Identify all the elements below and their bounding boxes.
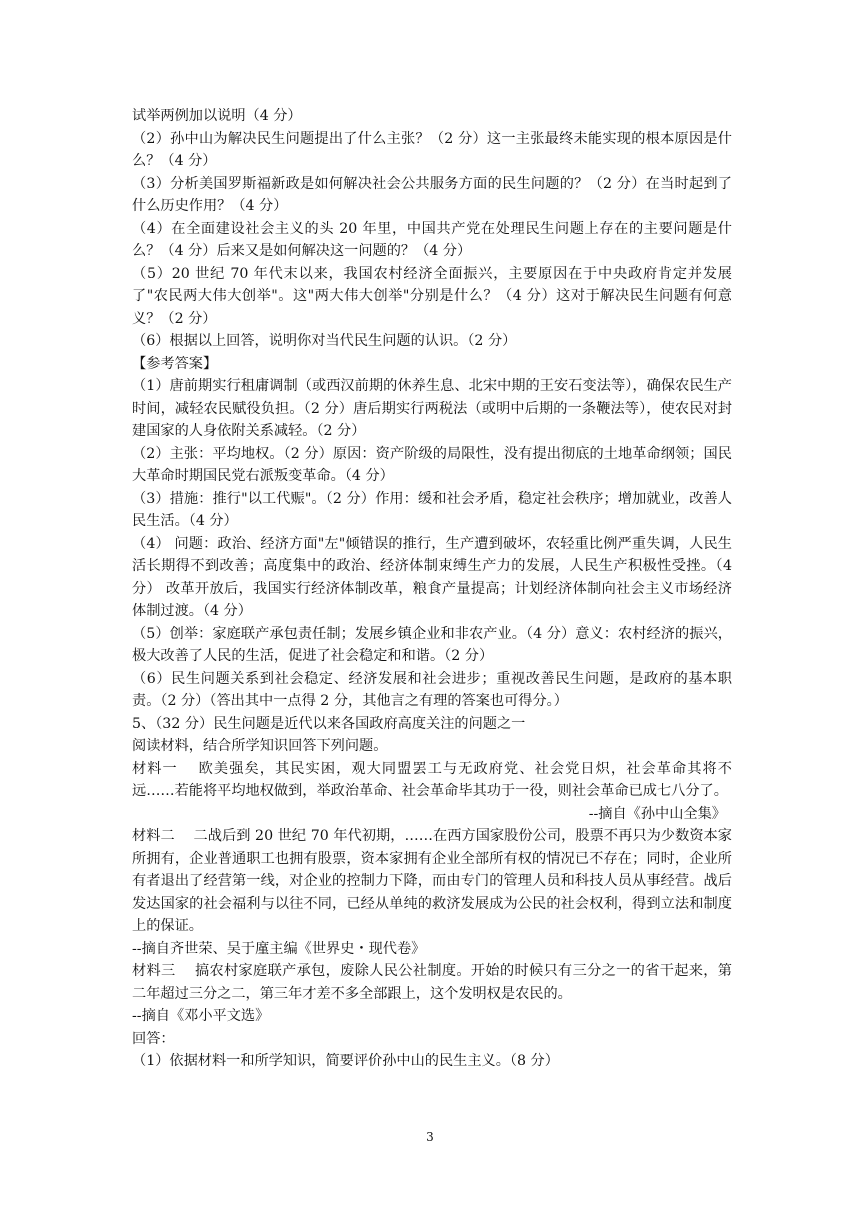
material-1: 材料一 欧美强矣，其民实困，观大同盟罢工与无政府党、社会党日炽，社会革命其将不远……若能将平均地权做到，举政治革命、社会革命毕其功于一役，则社会革命已成七八分了。 <box>132 760 732 799</box>
source-2: --摘自齐世荣、吴于廑主编《世界史・现代卷》 <box>132 940 426 957</box>
answer-6: （6）民生问题关系到社会稳定、经济发展和社会进步；重视改善民生问题，是政府的基本职责。（2 分）（答出其中一点得 2 分，其他言之有理的答案也可得分。） <box>132 670 732 709</box>
answer-3: （3）措施：推行"以工代赈"。（2 分）作用：缓和社会矛盾，稳定社会秩序；增加就业，改善人民生活。（4 分） <box>132 490 732 529</box>
material-2: 材料二 二战后到 20 世纪 70 年代初期，……在西方国家股份公司，股票不再只为少数资本家所拥有，企业普通职工也拥有股票，资本家拥有企业全部所有权的情况已不存在；同时，企业所有者退出了经营第一线，对企业的控制力下降，而由专门的管理人员和科技人员从事经营。战后发达国家的社会福利与以往不同，已经从单纯的救济发展成为公民的社会权利，得到立法和制度上的保证。 <box>132 828 732 934</box>
material-3: 材料三 搞农村家庭联产承包，废除人民公社制度。开始的时候只有三分之一的省干起来，第二年超过三分之二，第三年才差不多全部跟上，这个发明权是农民的。 <box>132 963 732 1002</box>
question-2: （2）孙中山为解决民生问题提出了什么主张？（2 分）这一主张最终未能实现的根本原因是什么？（4 分） <box>132 130 732 169</box>
question-3: （3）分析美国罗斯福新政是如何解决社会公共服务方面的民生问题的？（2 分）在当时起到了什么历史作用？（4 分） <box>132 175 732 214</box>
answer-2: （2）主张：平均地权。（2 分）原因：资产阶级的局限性，没有提出彻底的土地革命纲领；国民大革命时期国民党右派叛变革命。（4 分） <box>132 445 732 484</box>
question-1-new: （1）依据材料一和所学知识，简要评价孙中山的民生主义。（8 分） <box>132 1053 559 1069</box>
question-6: （6）根据以上回答，说明你对当代民生问题的认识。（2 分） <box>132 333 517 349</box>
question-5: （5）20 世纪 70 年代末以来，我国农村经济全面振兴，主要原因在于中央政府肯定并发展了"农民两大伟大创举"。这"两大伟大创举"分别是什么？（4 分）这对于解决民生问题有何意义？（2 分） <box>132 265 732 327</box>
answer-4: （4） 问题：政治、经济方面"左"倾错误的推行，生产遭到破坏，农轻重比例严重失调，人民生活长期得不到改善；高度集中的政治、经济体制束缚生产力的发展，人民生产积极性受挫。（4 分） 改革开放后，我国实行经济体制改革，粮食产量提高；计划经济体制向社会主义市场经济体制过渡。（4 分） <box>132 535 732 619</box>
question-continuation: 试举两例加以说明（4 分） <box>132 108 302 124</box>
page-number: 3 <box>426 1130 434 1144</box>
question-header-5: 5、（32 分）民生问题是近代以来各国政府高度关注的问题之一 <box>132 715 526 732</box>
source-3: --摘自《邓小平文选》 <box>132 1008 270 1024</box>
answer-heading: 【参考答案】 <box>132 355 218 372</box>
answer-label: 回答： <box>132 1030 175 1047</box>
answer-1: （1）唐前期实行租庸调制（或西汉前期的休养生息、北宋中期的王安石变法等），确保农民生产时间，减轻农民赋役负担。（2 分）唐后期实行两税法（或明中后期的一条鞭法等），使农民对封建国家的人身依附关系减轻。（2 分） <box>132 378 732 439</box>
question-4: （4）在全面建设社会主义的头 20 年里，中国共产党在处理民生问题上存在的主要问题是什么？（4 分）后来又是如何解决这一问题的？（4 分） <box>132 220 732 259</box>
source-1: --摘自《孙中山全集》 <box>588 805 726 822</box>
reading-instruction: 阅读材料，结合所学知识回答下列问题。 <box>132 738 388 754</box>
answer-5: （5）创举：家庭联产承包责任制；发展乡镇企业和非农产业。（4 分）意义：农村经济的振兴，极大改善了人民的生活，促进了社会稳定和和谐。（2 分） <box>132 625 732 664</box>
document-body <box>132 105 732 1073</box>
